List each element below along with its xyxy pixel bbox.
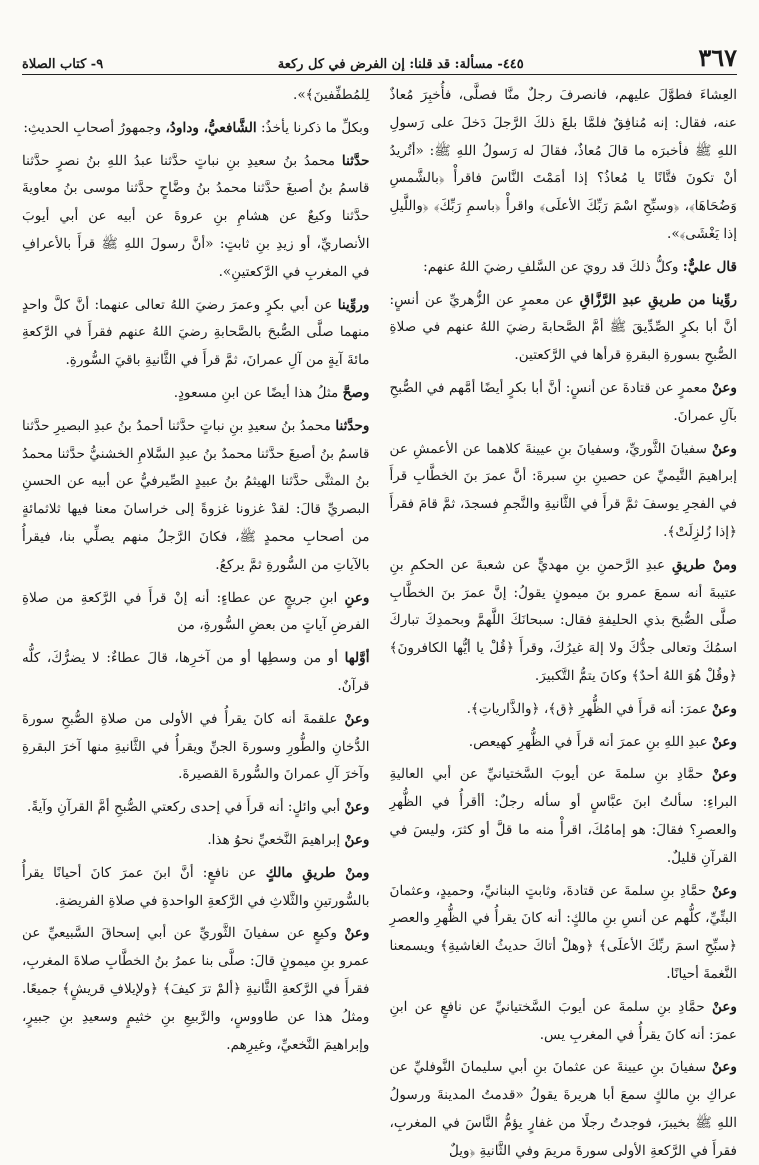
paragraph-text: عبدِ اللهِ بنِ عمرَ أنه قرأَ في الظُّهرِ كهيعص. — [468, 733, 712, 750]
book-title: ٩- كتاب الصلاة — [22, 57, 104, 72]
paragraph-lead: حدَّثنا — [341, 152, 370, 169]
paragraph-lead: ومنْ طريقِ مالكٍ — [265, 864, 370, 881]
paragraph-text: عن أبي بكرٍ وعمرَ رضيَ اللهُ تعالى عنهما: أنَّ كلَّ واحدٍ منهما صلَّى الصُّبحَ بالصَّحابةِ رضيَ اللهُ عنهم فقرأَ في الرَّكعةِ مائةَ آيةٍ من آلِ عمرانَ، ثمَّ قرأَ في الثَّانيةِ باقيَ السُّورةِ. — [22, 296, 370, 369]
paragraph-text: عمرَ: أنه قرأَ في الظُّهرِ ﴿ق﴾، ﴿والذَّارياتِ﴾. — [466, 700, 712, 717]
paragraph-text: أبي وائلٍ: أنه قرأَ في إحدى ركعتي الصُّبحِ أمَّ القرآنِ وآيةً. — [27, 799, 345, 816]
page-number: ٣٦٧ — [698, 43, 737, 72]
paragraph-text: محمدُ بنُ سعيدِ بنِ نباتٍ حدَّثنا أحمدُ بنُ عبدِ البصيرِ حدَّثنا قاسمُ بنُ أصبغَ حدَّثنا محمدُ بنُ عبدِ السَّلامِ الخشنيُّ حدَّثنا محمدُ بنُ المثنَّى حدَّثنا الهيثمُ بنُ عبيدٍ الصِّيرفيُّ عن أبيه عن الحسنِ البصريِّ قالَ: لقدْ غزونا غزوةً إلى خراسانَ معنا فيها ثلاثمائةٍ من أصحابِ محمدٍ ﷺ، فكانَ الرَّجلُ منهم يصلِّي بنا، فيقرأُ بالآياتِ من السُّورةِ ثمَّ يركعُ. — [22, 417, 370, 573]
paragraph — [22, 860, 370, 916]
paragraph-lead: وعنْ — [711, 440, 737, 457]
paragraph — [390, 287, 738, 370]
paragraph-text: عن نافعٍ: أنَّ ابنَ عمرَ كانَ أحيانًا يقرأُ بالسُّورتينِ والثَّلاثِ في الرَّكعةِ الواحدةِ في صلاةِ الفريضةِ. — [22, 864, 370, 909]
paragraph — [22, 920, 370, 1059]
paragraph-lead: وحدَّثنا — [335, 417, 370, 434]
paragraph-lead: وعنْ — [711, 379, 737, 396]
paragraph-lead: وعنْ — [711, 700, 737, 717]
running-title: ٤٤٥- مسألة: قد قلنا: إن الفرض في كل ركعة — [277, 57, 524, 72]
paragraph — [390, 254, 738, 282]
paragraph-tail: وجمهورُ أصحابِ الحديثِ: — [23, 119, 166, 136]
paragraph — [22, 148, 370, 287]
paragraph — [390, 1054, 738, 1165]
paragraph-text: عن معمرٍ عن الزُّهريِّ عن أنسٍ: أنَّ أبا بكرٍ الصِّدِّيقَ ﷺ أمَّ الصَّحابةَ رضيَ اللهُ عنهم في صلاةِ الصُّبحِ بسورةِ البقرةِ قرأها في الرَّكعتين. — [389, 291, 737, 364]
paragraph-text: سفيانَ بنِ عيينةَ عن عثمانَ بنِ أبي سليمانَ النَّوفليِّ عن عراكِ بنِ مالكٍ سمعَ أبا هريرةَ يقولُ «قدمتُ المدينةَ ورسولُ اللهِ ﷺ بخيبرَ، فوجدتُ رجلًا من غفارٍ يؤمُّ النَّاسَ في المغربِ، فقرأَ في الرَّكعةِ الأولى سورةَ مريمَ وفي الثَّانيةِ ﴿ويلٌ — [389, 1059, 737, 1159]
paragraph-text: محمدُ بنُ سعيدِ بنِ نباتٍ حدَّثنا عبدُ اللهِ بنُ نصرٍ حدَّثنا قاسمُ بنُ أصبغَ حدَّثنا محمدُ بنُ وضَّاحٍ حدَّثنا موسى بنُ معاويةَ حدَّثنا وكيعٌ عن هشامِ بنِ عروةَ عن أبيه عن أبي أيوبَ الأنصاريِّ، أو زيدِ بنِ ثابتٍ: «أنَّ رسولَ اللهِ ﷺ قرأَ بالأعرافِ في المغربِ في الرَّكعتينِ». — [22, 152, 370, 280]
paragraph — [22, 645, 370, 701]
paragraph-text: إبراهيمَ النَّخعيِّ نحوُ هذا. — [207, 831, 345, 848]
paragraph-text: حمَّادِ بنِ سلمةَ عن أيوبَ السَّختيانيِّ عن نافعٍ عن ابنِ عمرَ: أنه كانَ يقرأُ في المغربِ يس. — [389, 998, 737, 1043]
paragraph — [390, 994, 738, 1050]
paragraph — [390, 375, 738, 431]
paragraph — [390, 878, 738, 989]
paragraph — [390, 696, 738, 724]
paragraph-text: علقمةَ أنه كانَ يقرأُ في الأولى من صلاةِ الصُّبحِ سورةَ الدُّخانِ والطُّورِ وسورةَ الجنِّ ويقرأُ في الثَّانيةِ منها آخرَ البقرةِ وآخرَ آلِ عمرانَ والسُّورةَ القصيرةَ. — [22, 710, 370, 783]
text-columns — [22, 82, 738, 1159]
paragraph-text: حمَّادِ بنِ سلمةَ عن قتادةَ، وثابتٍ البنانيِّ، وحميدٍ، وعثمانَ البتِّيِّ، كلُّهم عن أنسِ بنِ مالكٍ: أنه كانَ يقرأُ في الظُّهرِ والعصرِ ﴿سبِّحِ اسمَ ربِّكَ الأعلَى﴾ ﴿وهلْ أتاكَ حديثُ الغاشيةِ﴾ ويسمعنا النَّغمةَ أحيانًا. — [389, 882, 737, 982]
paragraph-lead: وعنْ — [344, 710, 370, 727]
paragraph-lead: وعنْ — [344, 799, 370, 816]
paragraph — [390, 761, 738, 872]
paragraph-lead: وعنْ — [344, 925, 370, 942]
paragraph-text: العِشاءَ فطوَّلَ عليهم، فانصرفَ رجلٌ منَّا فصلَّى، فأُخبِرَ مُعاذٌ عنه، فقال: إنه مُنافِقٌ فلمَّا بلغَ ذلكَ الرَّجلَ دَخلَ على رَسولِ اللهِ ﷺ فأخبرَه ما قالَ مُعاذٌ، فقالَ له رَسولُ اللهِ ﷺ: «أتُريدُ أنْ تكونَ فتَّانًا يا مُعاذُ؟ إذا أمَمْتَ النَّاسَ فاقرأْ ﴿بالشَّمسِ وَضُحَاهَا﴾، ﴿وسبِّحِ اسْمَ رَبِّكَ الأعلَى﴾ واقرأْ ﴿باسمِ رَبِّكَ﴾ ﴿واللَّيلِ إذا يَغْشَى﴾». — [389, 87, 737, 242]
paragraph-text: حمَّادِ بنِ سلمةَ عن أيوبَ السَّختيانيِّ عن أبي العاليةِ البراءِ: سألتُ ابنَ عبَّاسٍ أو سأله رجلٌ: أأقرأُ في الظُّهرِ والعصرِ؟ فقالَ: هو إمامُكَ، اقرأْ منه ما قلَّ أو كثرَ، وليسَ في القرآنِ قليلٌ. — [389, 766, 737, 866]
paragraph — [22, 82, 370, 110]
paragraph-text: وكلُّ ذلكَ قد رويَ عن السَّلفِ رضيَ اللهُ عنهم: — [423, 258, 683, 275]
paragraph-lead: وعنْ — [711, 766, 737, 783]
paragraph-text: أو من وسطِها أو من آخرِها، قالَ عطاءٌ: لا يضرُّكَ، كلُّه قرآنٌ. — [22, 650, 370, 694]
paragraph-text: وكيعٍ عن سفيانَ الثَّوريِّ عن أبي إسحاقَ السَّبيعيِّ عن عمرو بنِ ميمونٍ قالَ: صلَّى بنا عمرُ بنُ الخطَّابِ صلاةَ المغربِ، فقرأَ في الرَّكعةِ الثَّانيةِ ﴿ألمْ ترَ كيفَ﴾ ﴿ولإيلافِ قريشٍ﴾ جميعًا. ومثلُ هذا عن طاووسٍ، والرَّبيعِ بنِ خثيمٍ وسعيدِ بنِ جبيرٍ، وإبراهيمَ النَّخعيِّ، وغيرِهم. — [22, 925, 370, 1053]
paragraph — [22, 585, 370, 641]
paragraph — [390, 729, 738, 757]
paragraph-lead: وعنْ — [711, 998, 737, 1015]
paragraph-lead: ومنْ طريقِ — [672, 556, 737, 573]
paragraph — [22, 380, 370, 408]
paragraph-lead: وعنْ — [344, 831, 370, 848]
paragraph-text: لِلمُطفِّفينَ﴾». — [293, 87, 370, 103]
paragraph — [390, 552, 738, 691]
paragraph-text: وبكلِّ ما ذكرنا يأخذُ: — [256, 119, 370, 136]
left-column — [22, 82, 370, 1091]
paragraph — [22, 413, 370, 580]
right-column — [389, 82, 738, 1159]
paragraph — [22, 115, 370, 143]
paragraph-lead: وروِّينا — [337, 296, 370, 313]
paragraph-text: معمرٍ عن قتادةَ عن أنسٍ: أنَّ أبا بكرٍ أيضًا أمَّهم في الصُّبحِ بآلِ عمرانَ. — [389, 379, 737, 424]
page-header — [22, 42, 737, 75]
paragraph-text: ابنِ جريجٍ عن عطاءٍ: أنه إنْ قرأَ في الرَّكعةِ من صلاةِ الفرضِ آياتٍ من بعضِ السُّورةِ، من — [22, 589, 370, 634]
paragraph-text: عبدِ الرَّحمنِ بنِ مهديٍّ عن شعبةَ عن الحكمِ بنِ عتيبةَ أنه سمعَ عمرو بنَ ميمونٍ يقولُ: إنَّ عمرَ بنَ الخطَّابِ صلَّى الصُّبحَ بذي الحليفةِ فقال: سبحانَكَ اللَّهمَّ وبحمدِكَ تباركَ اسمُكَ وتعالى جدُّكَ ولا إلهَ غيرُكَ، وقرأَ ﴿قُلْ يا أيُّها الكافرونَ﴾ ﴿وقُلْ هُوَ اللهُ أحدٌ﴾ وكانَ يتمُّ التَّكبيرَ. — [389, 556, 737, 684]
paragraph-lead: وعنْ — [711, 1059, 737, 1076]
paragraph — [22, 706, 370, 789]
paragraph — [390, 82, 738, 249]
paragraph-lead: قال عليٌّ: — [682, 258, 737, 275]
paragraph-lead: وعنْ — [711, 882, 737, 899]
paragraph-text: مثلُ هذا أيضًا عن ابنِ مسعودٍ. — [173, 384, 343, 401]
paragraph-emphasis: الشَّافعيُّ، وداودُ، — [165, 119, 257, 136]
paragraph-lead: وعنْ — [711, 733, 737, 750]
paragraph — [22, 794, 370, 822]
paragraph-text: سفيانَ الثَّوريِّ، وسفيانَ بنِ عيينةَ كلاهما عن الأعمشِ عن إبراهيمَ التَّيميِّ عن حصينِ بنِ سبرةَ: أنَّ عمرَ بنَ الخطَّابِ قرأَ في الفجرِ يوسفَ ثمَّ قرأَ في الثَّانيةِ والنَّجمِ فسجدَ، ثمَّ قامَ فقرأَ ﴿إذا زُلزِلَتْ﴾. — [389, 440, 737, 540]
paragraph-lead: أوَّلها — [344, 650, 370, 667]
paragraph-lead: وصحَّ — [342, 384, 370, 401]
paragraph — [22, 292, 370, 375]
paragraph — [22, 827, 370, 855]
paragraph — [390, 436, 738, 547]
paragraph-lead: روِّينا من طريقِ عبدِ الرَّزَّاقِ — [579, 291, 738, 308]
paragraph-lead: وعنِ — [344, 589, 370, 606]
